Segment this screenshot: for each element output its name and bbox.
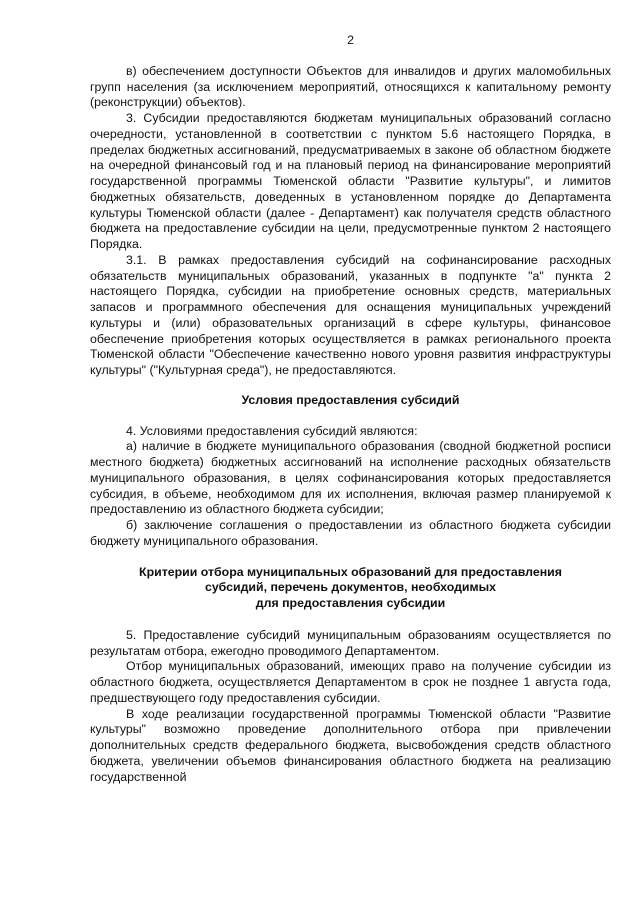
paragraph-3: 3. Субсидии предоставляются бюджетам муниципальных образований согласно очередности, установленной в соответствии с пунктом 5.6 настоящего Порядка, в пределах бюджетных ассигнований, предусматриваемых в законе об областном бюджете на очередной финансовый год и на плановый период на финансирование мероприятий государственной программы Тюменской области "Развитие культуры", и лимитов бюджетных обязательств, доведенных в установленном порядке до Департамента культуры Тюменской области (далее - Департамент) как получателя средств областного бюджета на предоставление субсидии на цели, предусмотренные пунктом 2 настоящего Порядка. bbox=[90, 111, 611, 251]
paragraph-4a: а) наличие в бюджете муниципального образования (сводной бюджетной росписи местного бюджета) бюджетных ассигнований на исполнение расходных обязательств муниципального образования, в целях софинансирования которых предоставляется субсидия, в объеме, необходимом для их исполнения, включая размер планируемой к предоставлению из областного бюджета субсидии; bbox=[90, 439, 611, 517]
heading-criteria-line-2: субсидий, перечень документов, необходимых bbox=[204, 580, 497, 595]
heading-criteria-line-3: для предоставления субсидии bbox=[255, 596, 446, 610]
paragraph-4: 4. Условиями предоставления субсидий являются: bbox=[126, 423, 418, 438]
paragraph-5-additional: В ходе реализации государственной программы Тюменской области "Развитие культуры" возможно проведение дополнительного отбора при привлечении дополнительных средств федерального бюджета, высвобождения средств областного бюджета, увеличении объемов финансирования областного бюджета на реализацию государственной bbox=[90, 706, 611, 784]
paragraph-4b: б) заключение соглашения о предоставлении из областного бюджета субсидии бюджету муниципального образования. bbox=[90, 518, 611, 548]
page-number: 2 bbox=[347, 33, 354, 47]
paragraph-3-1: 3.1. В рамках предоставления субсидий на софинансирование расходных обязательств муниципальных образований, указанных в подпункте "а" пункта 2 настоящего Порядка, субсидии на приобретение основных средств, материальных запасов и программного обеспечения для оснащения муниципальных учреждений культуры и (или) образовательных организаций в сфере культуры, финансовое обеспечение приобретения которых осуществляется в рамках регионального проекта Тюменской области "Обеспечение качественно нового уровня развития инфраструктуры культуры" ("Культурная среда"), не предоставляются. bbox=[90, 252, 611, 377]
paragraph-5-selection: Отбор муниципальных образований, имеющих право на получение субсидии из областного бюджета, осуществляется Департаментом в срок не позднее 1 августа года, предшествующего году предоставления субсидии. bbox=[90, 659, 611, 705]
section-heading-criteria bbox=[90, 565, 611, 612]
section-heading-conditions: Условия предоставления субсидий bbox=[241, 392, 460, 407]
paragraph-5: 5. Предоставление субсидий муниципальным образованиям осуществляется по результатам отбора, ежегодно проводимого Департаментом. bbox=[90, 627, 611, 658]
paragraph-3v: в) обеспечением доступности Объектов для инвалидов и других маломобильных групп населения (за исключением мероприятий, относящихся к капитальному ремонту (реконструкции) объектов). bbox=[90, 63, 611, 110]
heading-criteria-line-1: Критерии отбора муниципальных образований для предоставления bbox=[139, 564, 562, 579]
